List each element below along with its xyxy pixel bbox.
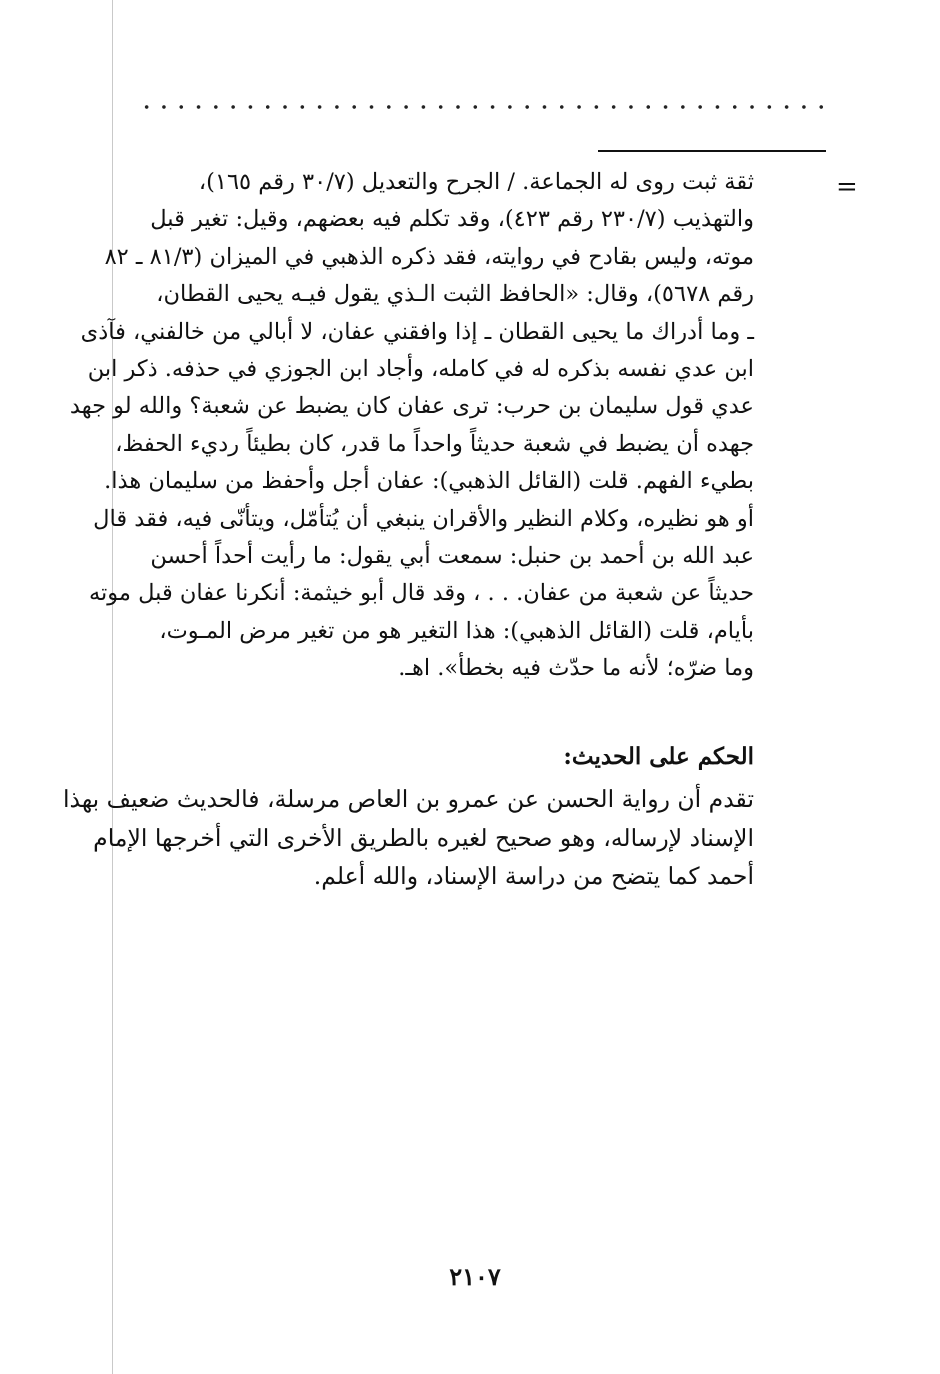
footnote-line: حديثاً عن شعبة من عفان. . . ، وقد قال أبو خيثمة: أنكرنا عفان قبل موته	[88, 580, 754, 607]
binding-margin-line	[112, 0, 113, 1374]
ruling-text	[62, 780, 754, 896]
ruling-line: الإسناد لإرساله، وهو صحيح لغيره بالطريق الأخرى التي أخرجها الإمام	[93, 823, 754, 852]
footnote-line: أو هو نظيره، وكلام النظير والأقران ينبغي أن يُتأمّل، ويتأنّى فيه، فقد قال	[93, 505, 754, 532]
footnote-line: جهده أن يضبط في شعبة حديثاً واحداً ما قدر، كان بطيئاً رديء الحفظ،	[115, 430, 754, 457]
footnote-line: بطيء الفهم. قلت (القائل الذهبي): عفان أجل وأحفظ من سليمان هذا.	[104, 468, 754, 495]
footnote-line: ثقة ثبت روى له الجماعة. / الجرح والتعديل (٣٠/٧ رقم ١٦٥)،	[198, 169, 754, 195]
footnote-line: وما ضرّه؛ لأنه ما حدّث فيه بخطأ». اهـ.	[398, 655, 754, 682]
footnote-rule	[598, 150, 826, 152]
footnote-line: ابن عدي نفسه بذكره له في كامله، وأجاد ابن الجوزي في حذفه. ذكر ابن	[87, 355, 754, 382]
footnote-line: موته، وليس بقادح في روايته، فقد ذكره الذهبي في الميزان (٨١/٣ ـ ٨٢	[104, 243, 754, 270]
page-number: ٢١٠٧	[449, 1262, 501, 1291]
ruling-line: أحمد كما يتضح من دراسة الإسناد، والله أعلم.	[313, 862, 754, 890]
continuation-mark: =	[836, 172, 858, 202]
footnote-line: عدي قول سليمان بن حرب: ترى عفان كان يضبط عن شعبة؟ والله لو جهد	[69, 393, 754, 420]
dotted-separator	[138, 104, 830, 110]
footnote-line: عبد الله بن أحمد بن حنبل: سمعت أبي يقول: ما رأيت أحداً أحسن	[150, 542, 754, 569]
footnote-text	[69, 164, 754, 687]
ruling-line: تقدم أن رواية الحسن عن عمرو بن العاص مرسلة، فالحديث ضعيف بهذا	[62, 785, 754, 813]
footnote-line: بأيام، قلت (القائل الذهبي): هذا التغير هو من تغير مرض المـوت،	[159, 617, 754, 644]
footnote-line: والتهذيب (٢٣٠/٧ رقم ٤٢٣)، وقد تكلم فيه بعضهم، وقيل: تغير قبل	[150, 206, 754, 233]
ruling-heading: الحكم على الحديث:	[563, 743, 754, 770]
footnote-line: رقم ٥٦٧٨)، وقال: «الحافظ الثبت الـذي يقول فيـه يحيى القطان،	[156, 281, 754, 308]
footnote-line: ـ وما أدراك ما يحيى القطان ـ إذا وافقني عفان، لا أبالي من خالفني، فآذى	[80, 318, 754, 345]
